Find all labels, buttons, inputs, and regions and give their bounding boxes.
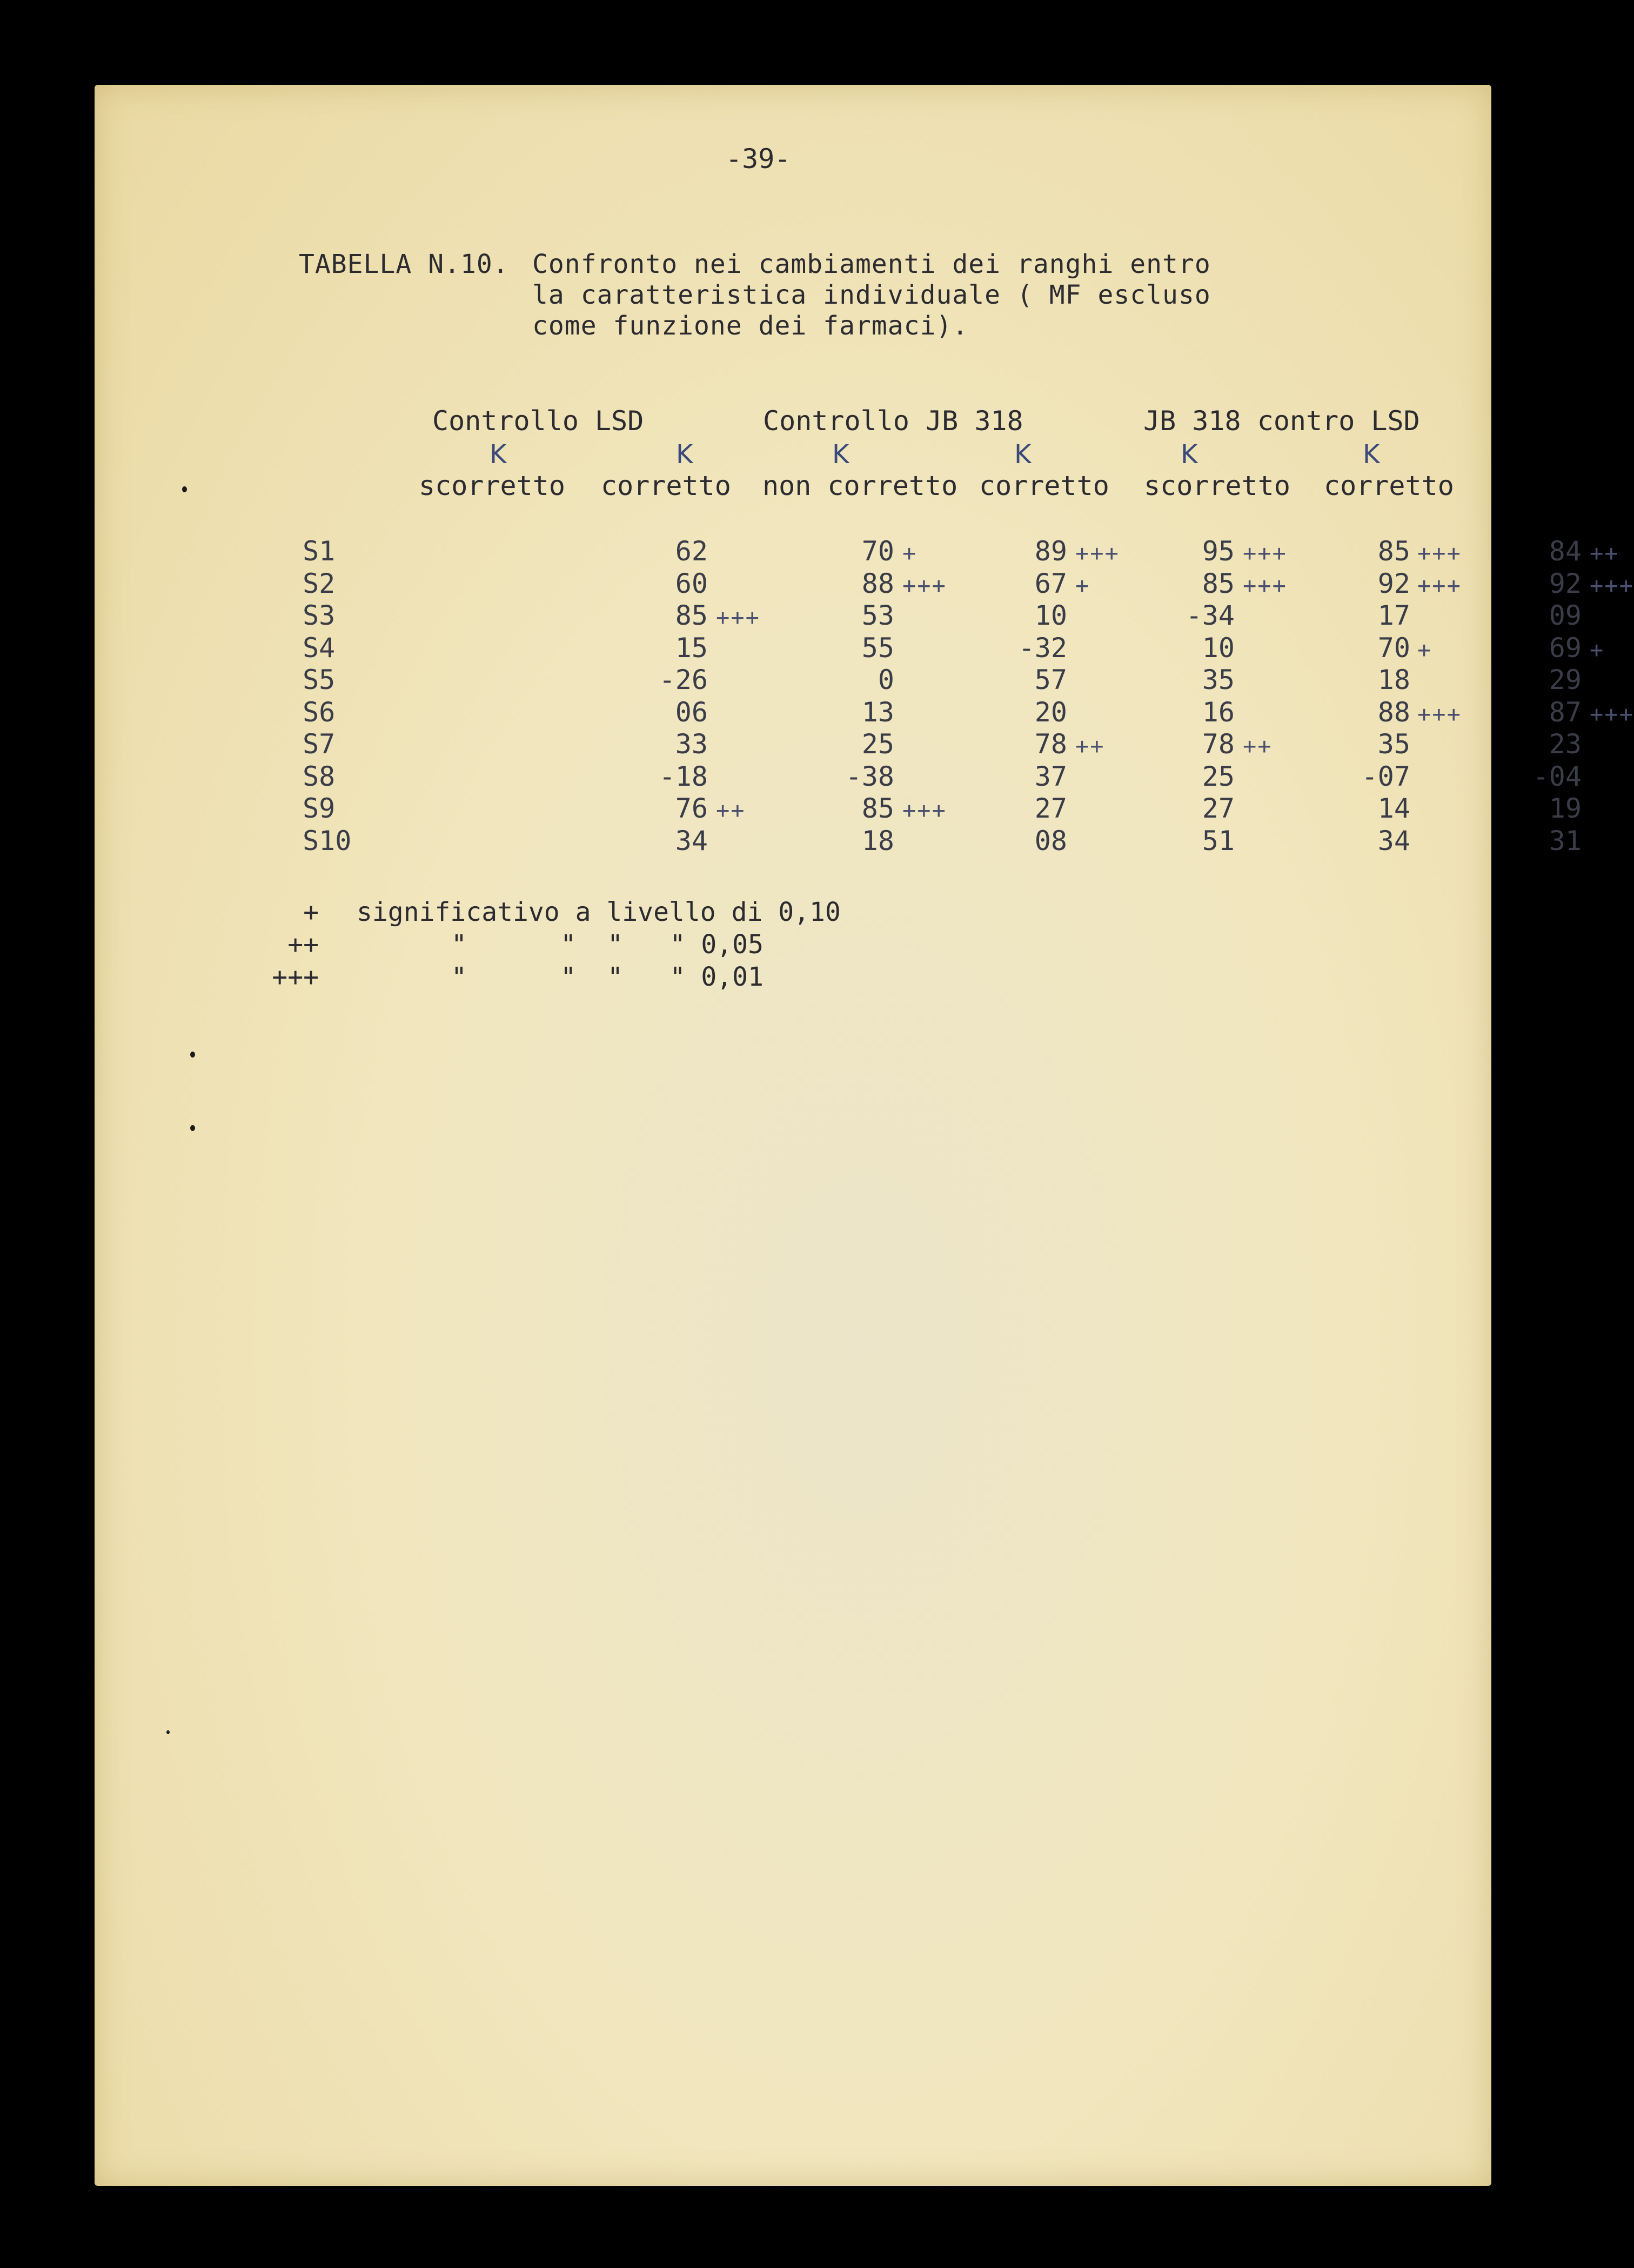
- table-cell-value: 70: [861, 536, 894, 567]
- significance-mark: ++: [1075, 733, 1105, 759]
- table-cell-value: 35: [1377, 728, 1410, 760]
- table-cell-value: 18: [861, 825, 894, 857]
- table-cell-value: -26: [659, 664, 708, 695]
- significance-mark: +++: [1075, 540, 1120, 566]
- row-label: S5: [303, 664, 336, 695]
- k-symbol: K: [1014, 439, 1032, 470]
- table-cell-value: 25: [861, 728, 894, 760]
- significance-mark: +: [1417, 637, 1432, 663]
- significance-mark: ++: [1243, 733, 1273, 759]
- column-subheader: scorretto: [419, 470, 565, 501]
- legend-symbol: +: [303, 897, 319, 927]
- table-cell-value: 87: [1549, 697, 1582, 728]
- table-cell-value: 92: [1377, 568, 1410, 599]
- significance-mark: +++: [1243, 540, 1287, 566]
- table-cell-value: 14: [1377, 793, 1410, 824]
- table-cell-value: 78: [1202, 728, 1235, 760]
- table-cell-value: 55: [861, 632, 894, 664]
- margin-speck: [166, 1730, 170, 1734]
- table-cell-value: 29: [1549, 664, 1582, 695]
- table-cell-value: 31: [1549, 825, 1582, 857]
- significance-mark: +++: [1417, 572, 1462, 599]
- significance-mark: +++: [1590, 572, 1634, 599]
- column-group-header: Controllo JB 318: [763, 405, 1023, 437]
- significance-mark: +: [1075, 572, 1090, 599]
- table-cell-value: 70: [1377, 632, 1410, 664]
- legend-text: " " " " 0,05: [451, 929, 764, 960]
- table-cell-value: -07: [1361, 761, 1410, 792]
- table-cell-value: 09: [1549, 600, 1582, 631]
- row-label: S2: [303, 568, 336, 599]
- table-cell-value: 84: [1549, 536, 1582, 567]
- table-cell-value: -18: [659, 761, 708, 792]
- table-cell-value: 08: [1034, 825, 1067, 857]
- table-cell-value: 25: [1202, 761, 1235, 792]
- table-cell-value: 34: [1377, 825, 1410, 857]
- table-cell-value: 06: [675, 697, 708, 728]
- margin-speck: [182, 486, 187, 492]
- column-subheader: scorretto: [1144, 470, 1290, 501]
- significance-mark: +++: [1417, 701, 1462, 727]
- table-cell-value: 51: [1202, 825, 1235, 857]
- table-cell-value: 92: [1549, 568, 1582, 599]
- table-cell-value: 34: [675, 825, 708, 857]
- table-cell-value: 35: [1202, 664, 1235, 695]
- table-cell-value: 69: [1549, 632, 1582, 664]
- table-cell-value: 76: [675, 793, 708, 824]
- k-symbol: K: [832, 439, 849, 470]
- row-label: S9: [303, 793, 336, 824]
- column-subheader: corretto: [601, 470, 731, 501]
- column-group-header: JB 318 contro LSD: [1143, 405, 1420, 437]
- legend-text: significativo a livello di 0,10: [357, 897, 841, 927]
- table-cell-value: 37: [1034, 761, 1067, 792]
- margin-speck: [190, 1052, 195, 1058]
- table-cell-value: 10: [1034, 600, 1067, 631]
- table-cell-value: 17: [1377, 600, 1410, 631]
- table-cell-value: 15: [675, 632, 708, 664]
- table-cell-value: 60: [675, 568, 708, 599]
- significance-mark: +++: [902, 572, 947, 599]
- row-label: S8: [303, 761, 336, 792]
- table-cell-value: 57: [1034, 664, 1067, 695]
- table-cell-value: 27: [1034, 793, 1067, 824]
- significance-mark: +++: [1417, 540, 1462, 566]
- table-cell-value: 88: [861, 568, 894, 599]
- table-cell-value: 16: [1202, 697, 1235, 728]
- significance-mark: +++: [902, 797, 947, 824]
- document-page: [95, 85, 1634, 2186]
- table-cell-value: 95: [1202, 536, 1235, 567]
- significance-mark: +++: [1243, 572, 1287, 599]
- significance-mark: +++: [716, 604, 760, 631]
- table-cell-value: 85: [1202, 568, 1235, 599]
- table-caption-line-2: la caratteristica individuale ( MF escluso: [532, 280, 1211, 310]
- k-symbol: K: [1181, 439, 1198, 470]
- table-cell-value: -34: [1186, 600, 1235, 631]
- row-label: S6: [303, 697, 336, 728]
- significance-mark: +++: [1590, 701, 1634, 727]
- significance-mark: +: [1590, 637, 1605, 663]
- table-cell-value: 33: [675, 728, 708, 760]
- table-cell-value: 27: [1202, 793, 1235, 824]
- table-caption-line-1: Confronto nei cambiamenti dei ranghi entro: [532, 249, 1211, 279]
- column-group-header: Controllo LSD: [432, 405, 644, 437]
- row-label: S7: [303, 728, 336, 760]
- column-subheader: corretto: [979, 470, 1109, 501]
- table-caption-line-3: come funzione dei farmaci).: [532, 311, 969, 341]
- table-cell-value: -38: [845, 761, 894, 792]
- row-label: S4: [303, 632, 336, 664]
- table-cell-value: 53: [861, 600, 894, 631]
- legend-text: " " " " 0,01: [451, 962, 764, 992]
- table-cell-value: 85: [1377, 536, 1410, 567]
- table-cell-value: 10: [1202, 632, 1235, 664]
- k-symbol: K: [490, 439, 507, 470]
- table-cell-value: 18: [1377, 664, 1410, 695]
- table-cell-value: 23: [1549, 728, 1582, 760]
- table-cell-value: 62: [675, 536, 708, 567]
- legend-symbol: ++: [287, 929, 319, 960]
- row-label: S1: [303, 536, 336, 567]
- k-symbol: K: [676, 439, 693, 470]
- row-label: S10: [303, 825, 352, 857]
- table-cell-value: 13: [861, 697, 894, 728]
- table-cell-value: 89: [1034, 536, 1067, 567]
- column-subheader: non corretto: [762, 470, 958, 501]
- table-cell-value: 20: [1034, 697, 1067, 728]
- significance-mark: +: [902, 540, 918, 566]
- table-cell-value: 78: [1034, 728, 1067, 760]
- significance-mark: ++: [716, 797, 746, 824]
- row-label: S3: [303, 600, 336, 631]
- table-cell-value: -32: [1018, 632, 1067, 664]
- table-cell-value: 85: [861, 793, 894, 824]
- margin-speck: [190, 1125, 195, 1131]
- table-cell-value: 0: [878, 664, 894, 695]
- table-cell-value: 67: [1034, 568, 1067, 599]
- significance-mark: ++: [1590, 540, 1619, 566]
- column-subheader: corretto: [1324, 470, 1454, 501]
- k-symbol: K: [1363, 439, 1380, 470]
- table-cell-value: 19: [1549, 793, 1582, 824]
- table-caption-label: TABELLA N.10.: [299, 249, 509, 279]
- legend-symbol: +++: [272, 962, 319, 992]
- table-cell-value: 88: [1377, 697, 1410, 728]
- table-cell-value: 85: [675, 600, 708, 631]
- table-cell-value: -04: [1532, 761, 1582, 792]
- page-number: -39-: [726, 143, 791, 175]
